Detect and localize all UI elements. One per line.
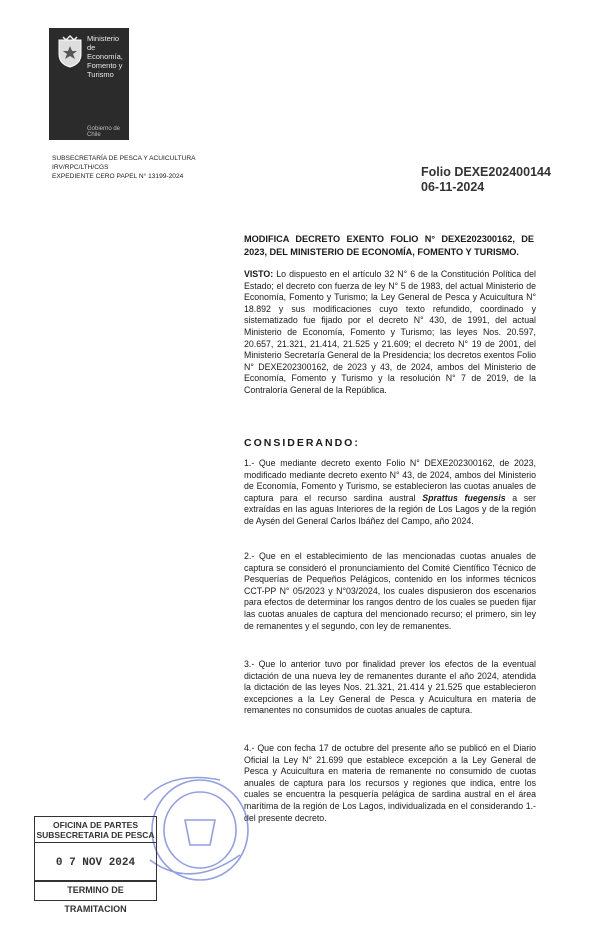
ministry-line: Economía, — [87, 52, 123, 61]
visto-text: Lo dispuesto en el artículo 32 N° 6 de la Constitución Política del Estado; el decreto con fuerza de ley N° 5 de 1983, del actual Ministerio de Economía, Fomento y Turismo; la Ley General de Pesca y Acuicultura N° 18.892 y sus modificaciones cuyo texto refundido, coordinado y sistematizado fue fijado por el decreto N° 430, de 1991, del actual Ministerio de Economía, Fomento y Turismo; las leyes Nos. 20.597, 20.657, 21.321, 21.414, 21.525 y 21.609; el decreto N° 19 de 2001, del Ministerio Secretaría General de la Presidencia; los decretos exentos Folio N° DEXE202300162, de 2023 y 43, de 2024, ambos del Ministerio de Economía, Fomento y Turismo y la resolución N° 7 de 2019, de la Contraloría General de la República. — [244, 269, 536, 395]
p1-text-b: a ser extraídas en las aguas Interiores de la región de Los Lagos y de la región de Aysén del General Carlos Ibáñez del Campo, año 2024. — [244, 492, 536, 526]
issuer-block — [52, 154, 196, 181]
ministry-logo — [49, 28, 129, 140]
ministry-line: Turismo — [87, 70, 114, 79]
issuer-initials: IRV/RPC/LTH/CGS — [52, 164, 109, 171]
tramitacion-stamp: TERMINO DE TRAMITACION — [34, 880, 157, 901]
considerando-3: 3.- Que lo anterior tuvo por finalidad prever los efectos de la eventual dictación de una nueva ley de remanentes durante el año 2024, atendida la dictación de las leyes Nos. 21.321, 21.414 y 21.525 que establecieron excepciones a la Ley General de Pesca y Acuicultura en materia de remanentes no consumidos de cuotas anuales de captura. — [244, 659, 536, 716]
stamp-subsecretaria: SUBSECRETARIA DE PESCA — [35, 830, 156, 843]
ministry-name — [87, 34, 127, 79]
folio-block — [421, 165, 551, 195]
visto-label: VISTO: — [244, 269, 274, 279]
considerando-4: 4.- Que con fecha 17 de octubre del presente año se publicó en el Diario Oficial la Ley N° 21.699 que establece excepción a la Ley General de Pesca y Acuicultura en materia de remanente no consumido de cuotas anuales de captura para los recursos y regiones que indica, entre los cuales se encuentra la pesquería pelágica de sardina austral en el área marítima de la región de Los Lagos, individualizada en el considerando 1.- del presente decreto. — [244, 743, 536, 823]
reception-stamp — [34, 816, 157, 882]
ministry-line: Fomento y — [87, 61, 123, 70]
considerando-1 — [244, 458, 536, 528]
folio-number: Folio DEXE202400144 — [421, 165, 551, 179]
coat-of-arms-icon — [55, 34, 85, 68]
considerando-2: 2.- Que en el establecimiento de las mencionadas cuotas anuales de captura se consideró el pronunciamiento del Comité Científico Técnico de Pesquerías de Pequeños Pelágicos, contenido en los informes técnicos CCT-PP N° 05/2023 y N°03/2024, los cuales dispusieron dos escenarios para efectos de determinar los rangos dentro de los cuales se pueden fijar las cuotas anuales de captura del mencionado recurso; el primero, sin ley de remanentes y el segundo, con ley de remanentes. — [244, 551, 536, 631]
stamp-office: OFICINA DE PARTES — [52, 820, 138, 830]
folio-date: 06-11-2024 — [421, 180, 485, 194]
visto-paragraph — [244, 269, 536, 397]
species-name: Sprattus fuegensis — [422, 492, 506, 503]
stamp-date: 0 7 NOV 2024 — [55, 857, 136, 869]
p1-text-a: 1.- Que mediante decreto exento Folio N° DEXE202300162, de 2023, modificado mediante decreto exento N° 43, de 2024, ambos del Ministerio de Economía, Fomento y Turismo, se establecieron las cuotas anuales de captura para el recurso sardina austral — [244, 458, 536, 503]
expediente-number: EXPEDIENTE CERO PAPEL N° 13199-2024 — [52, 173, 184, 180]
gobierno-label: Gobierno de Chile — [87, 126, 121, 138]
issuer-line: SUBSECRETARÍA DE PESCA Y ACUICULTURA — [52, 155, 196, 162]
document-title: MODIFICA DECRETO EXENTO FOLIO N° DEXE202300162, DE 2023, DEL MINISTERIO DE ECONOMÍA, FOMENTO Y TURISMO. — [244, 234, 534, 257]
ministry-line: Ministerio de — [87, 34, 120, 52]
considerando-heading: CONSIDERANDO: — [244, 437, 360, 449]
